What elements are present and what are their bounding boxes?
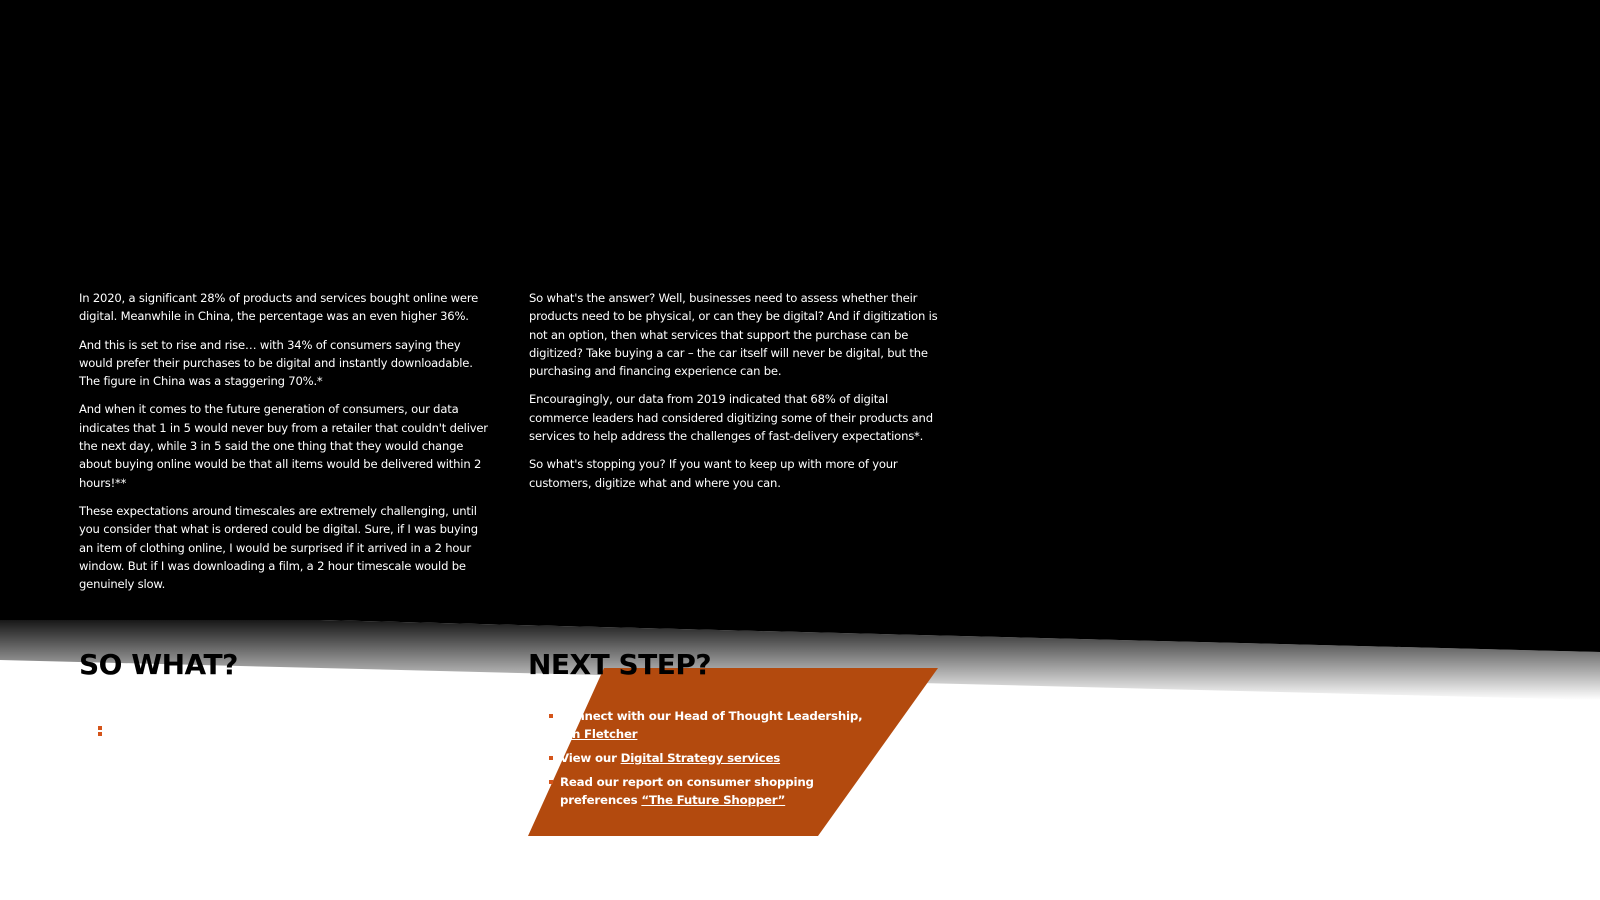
middle-text-column <box>529 289 945 502</box>
next-step-item-view <box>530 749 870 767</box>
left-paragraph-4: These expectations around timescales are extremely challenging, until you consider that what is ordered could be digital. Sure, if I was buying an item of clothing online, I would be surprised if it arrived in a 2 hour window. But if I was downloading a film, a 2 hour timescale would be genuinely slow. <box>79 503 478 592</box>
next-step-item-connect <box>530 707 870 743</box>
middle-paragraph-3: So what's stopping you? If you want to keep up with more of your customers, digitize what and where you can. <box>529 457 898 490</box>
next-step-item-read <box>530 773 870 809</box>
next-step-item-text: Connect with our Head of Thought Leadership, <box>560 709 863 723</box>
next-step-heading: NEXT STEP? <box>528 648 712 681</box>
left-paragraph-3: And when it comes to the future generation of consumers, our data indicates that 1 in 5 would never buy from a retailer that couldn't deliver the next day, while 3 in 5 said the one thing that they would change about buying online would be that all items would be delivered within 2 hours!** <box>79 402 488 490</box>
square-bullet-icon <box>98 726 102 730</box>
left-text-column <box>79 289 489 603</box>
so-what-list <box>79 718 479 724</box>
left-paragraph-2: And this is set to rise and rise… with 34% of consumers saying they would prefer their purchases to be digital and instantly downloadable. The figure in China was a staggering 70%.* <box>79 337 473 389</box>
next-step-list <box>530 707 870 815</box>
square-bullet-icon <box>98 732 102 736</box>
ian-fletcher-link[interactable]: Ian Fletcher <box>560 727 638 741</box>
square-bullet-icon <box>549 714 553 718</box>
square-bullet-icon <box>549 780 553 784</box>
digital-strategy-services-link[interactable]: Digital Strategy services <box>620 751 781 765</box>
middle-paragraph-1: So what's the answer? Well, businesses need to assess whether their products need to be physical, or can they be digital? And if digitization is not an option, then what services that support the purchase can be digitized? Take buying a car – the car itself will never be digital, but the purchasing and financing experience can be. <box>529 291 938 379</box>
middle-paragraph-2: Encouragingly, our data from 2019 indicated that 68% of digital commerce leaders had considered digitizing some of their products and services to help address the challenges of fast-delivery expectations*. <box>529 392 933 444</box>
square-bullet-icon <box>549 756 553 760</box>
left-paragraph-1: In 2020, a significant 28% of products and services bought online were digital. Meanwhile in China, the percentage was an even higher 36%. <box>79 291 479 324</box>
next-step-item-text: Read our report on consumer shopping preferences <box>560 775 814 807</box>
next-step-item-text: View our <box>560 751 621 765</box>
so-what-heading: SO WHAT? <box>79 648 238 681</box>
future-shopper-report-link[interactable]: “The Future Shopper” <box>641 793 786 807</box>
